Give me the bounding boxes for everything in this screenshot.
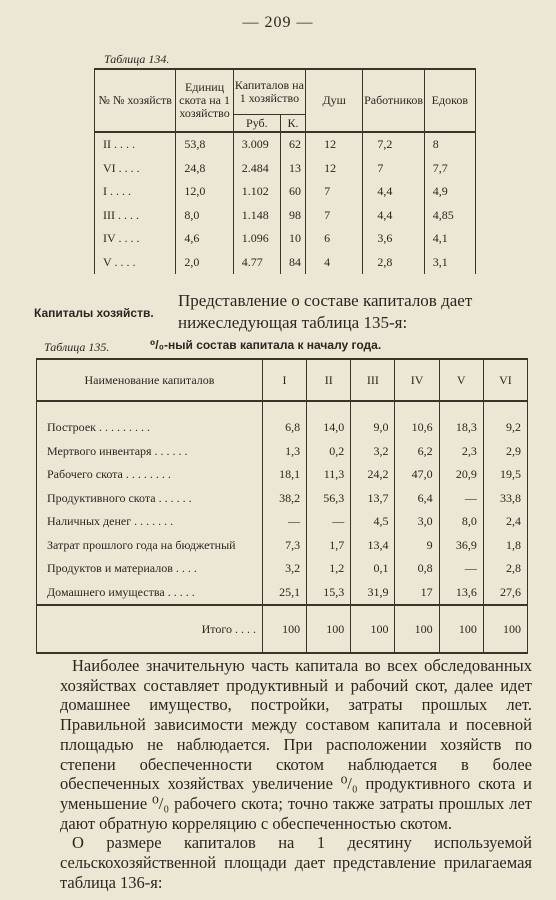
row-workers: 7 bbox=[363, 157, 424, 181]
row-value: 18,3 bbox=[439, 416, 483, 440]
row-farm: I . . . . bbox=[95, 180, 176, 204]
row-kop: 60 bbox=[280, 180, 305, 204]
row-eaters: 3,1 bbox=[424, 251, 475, 275]
row-value: 2,9 bbox=[483, 440, 527, 464]
spacer-cell bbox=[37, 401, 263, 416]
row-farm: V . . . . bbox=[95, 251, 176, 275]
table-134 bbox=[94, 68, 476, 274]
row-workers: 4,4 bbox=[363, 204, 424, 228]
row-livestock: 2,0 bbox=[176, 251, 233, 275]
table-row bbox=[95, 132, 476, 157]
row-value: 25,1 bbox=[262, 581, 306, 606]
table-row bbox=[37, 487, 528, 511]
table-row bbox=[95, 204, 476, 228]
row-rub: 1.148 bbox=[233, 204, 280, 228]
spacer-cell bbox=[439, 401, 483, 416]
row-souls: 12 bbox=[306, 157, 363, 181]
row-rub: 1.096 bbox=[233, 227, 280, 251]
header-workers: Работников bbox=[363, 69, 424, 132]
row-value: 6,2 bbox=[395, 440, 439, 464]
row-value: 3,2 bbox=[262, 557, 306, 581]
row-kop: 62 bbox=[280, 132, 305, 157]
header-souls: Душ bbox=[306, 69, 363, 132]
row-value: 18,1 bbox=[262, 463, 306, 487]
table-135 bbox=[36, 358, 528, 654]
row-value: 6,8 bbox=[262, 416, 306, 440]
row-value: 7,3 bbox=[262, 534, 306, 558]
row-value: 13,6 bbox=[439, 581, 483, 606]
table-row bbox=[95, 227, 476, 251]
row-rub: 2.484 bbox=[233, 157, 280, 181]
table-135-caption: Таблица 135. bbox=[44, 340, 110, 354]
header-farm-IV: IV bbox=[395, 359, 439, 401]
row-value: 19,5 bbox=[483, 463, 527, 487]
table-row bbox=[37, 581, 528, 606]
row-value: 8,0 bbox=[439, 510, 483, 534]
row-eaters: 4,9 bbox=[424, 180, 475, 204]
header-farm-VI: VI bbox=[483, 359, 527, 401]
row-livestock: 53,8 bbox=[176, 132, 233, 157]
row-kop: 84 bbox=[280, 251, 305, 275]
total-label: Итого . . . . bbox=[37, 605, 263, 653]
row-farm: III . . . . bbox=[95, 204, 176, 228]
row-workers: 7,2 bbox=[363, 132, 424, 157]
row-livestock: 12,0 bbox=[176, 180, 233, 204]
row-farm: II . . . . bbox=[95, 132, 176, 157]
page-number: — 209 — bbox=[242, 14, 314, 31]
paragraph-2: О размере капиталов на 1 десятину используемой сельскохозяйственной площади дает представление прилагаемая таблица 136-я: bbox=[60, 833, 532, 892]
row-value: 0,8 bbox=[395, 557, 439, 581]
table-row bbox=[37, 416, 528, 440]
row-eaters: 4,1 bbox=[424, 227, 475, 251]
row-value: 13,4 bbox=[351, 534, 395, 558]
table-row bbox=[95, 157, 476, 181]
row-value: — bbox=[439, 487, 483, 511]
row-value: 1,8 bbox=[483, 534, 527, 558]
row-rub: 4.77 bbox=[233, 251, 280, 275]
row-rub: 3.009 bbox=[233, 132, 280, 157]
table-134-caption: Таблица 134. bbox=[104, 52, 170, 66]
row-value: 33,8 bbox=[483, 487, 527, 511]
row-value: 2,8 bbox=[483, 557, 527, 581]
header-rub: Руб. bbox=[233, 115, 280, 133]
header-kop: К. bbox=[280, 115, 305, 133]
row-farm: VI . . . . bbox=[95, 157, 176, 181]
row-value: — bbox=[307, 510, 351, 534]
table-row bbox=[37, 440, 528, 464]
row-souls: 6 bbox=[306, 227, 363, 251]
row-livestock: 4,6 bbox=[176, 227, 233, 251]
row-value: 9,0 bbox=[351, 416, 395, 440]
row-value: 11,3 bbox=[307, 463, 351, 487]
table-row bbox=[37, 557, 528, 581]
header-farm: № № хозяйств bbox=[95, 69, 176, 132]
row-souls: 7 bbox=[306, 204, 363, 228]
row-value: 13,7 bbox=[351, 487, 395, 511]
table-row bbox=[95, 251, 476, 275]
spacer-cell bbox=[307, 401, 351, 416]
spacer-cell bbox=[351, 401, 395, 416]
row-value: 1,3 bbox=[262, 440, 306, 464]
total-value: 100 bbox=[395, 605, 439, 653]
row-value: 9 bbox=[395, 534, 439, 558]
total-value: 100 bbox=[262, 605, 306, 653]
row-value: 0,1 bbox=[351, 557, 395, 581]
spacer-cell bbox=[262, 401, 306, 416]
row-capital-name: Наличных денег . . . . . . . bbox=[37, 510, 263, 534]
row-souls: 12 bbox=[306, 132, 363, 157]
header-farm-I: I bbox=[262, 359, 306, 401]
row-value: 2,3 bbox=[439, 440, 483, 464]
row-value: 56,3 bbox=[307, 487, 351, 511]
row-capital-name: Затрат прошлого года на бюджетный bbox=[37, 534, 263, 558]
row-value: 6,4 bbox=[395, 487, 439, 511]
row-workers: 4,4 bbox=[363, 180, 424, 204]
row-value: 2,4 bbox=[483, 510, 527, 534]
header-eaters: Едоков bbox=[424, 69, 475, 132]
row-souls: 7 bbox=[306, 180, 363, 204]
header-farm-II: II bbox=[307, 359, 351, 401]
row-value: — bbox=[439, 557, 483, 581]
row-value: 27,6 bbox=[483, 581, 527, 606]
section-title: Капиталы хозяйств. bbox=[34, 306, 154, 320]
table-row bbox=[37, 534, 528, 558]
row-workers: 2,8 bbox=[363, 251, 424, 275]
total-value: 100 bbox=[439, 605, 483, 653]
row-value: 3,2 bbox=[351, 440, 395, 464]
spacer-cell bbox=[483, 401, 527, 416]
table-row bbox=[95, 180, 476, 204]
body-text bbox=[60, 656, 532, 892]
total-row bbox=[37, 605, 528, 653]
row-value: 47,0 bbox=[395, 463, 439, 487]
total-value: 100 bbox=[307, 605, 351, 653]
row-farm: IV . . . . bbox=[95, 227, 176, 251]
row-value: 3,0 bbox=[395, 510, 439, 534]
row-eaters: 8 bbox=[424, 132, 475, 157]
row-capital-name: Домашнего имущества . . . . . bbox=[37, 581, 263, 606]
row-capital-name: Построек . . . . . . . . . bbox=[37, 416, 263, 440]
row-kop: 13 bbox=[280, 157, 305, 181]
row-souls: 4 bbox=[306, 251, 363, 275]
row-value: 24,2 bbox=[351, 463, 395, 487]
row-value: 4,5 bbox=[351, 510, 395, 534]
row-value: 1,7 bbox=[307, 534, 351, 558]
row-value: 14,0 bbox=[307, 416, 351, 440]
row-value: 38,2 bbox=[262, 487, 306, 511]
row-value: 15,3 bbox=[307, 581, 351, 606]
header-farm-V: V bbox=[439, 359, 483, 401]
paragraph-1: Наиболее значительную часть капитала во всех обследованных хозяйствах составляет продуктивный и рабочий скот, далее идет домашнее имущество, постройки, затраты прошлых лет. Правильной зависимости между составом капитала и посевной площадью не наблюдается. При расположении хозяйств по степени обеспеченности скотом наблюдается в более обеспеченных хозяйствах увеличение ⁰/₀ продуктивного скота и уменьшение ⁰/₀ рабочего скота; точно также затраты прошлых лет дают обратную корреляцию с обеспеченностью скотом. bbox=[60, 656, 532, 833]
header-farm-III: III bbox=[351, 359, 395, 401]
row-eaters: 7,7 bbox=[424, 157, 475, 181]
header-livestock: Единиц скота на 1 хозяйство bbox=[176, 69, 233, 132]
row-kop: 10 bbox=[280, 227, 305, 251]
row-value: 36,9 bbox=[439, 534, 483, 558]
header-capital-name: Наименование капиталов bbox=[37, 359, 263, 401]
spacer-cell bbox=[395, 401, 439, 416]
row-rub: 1.102 bbox=[233, 180, 280, 204]
row-value: — bbox=[262, 510, 306, 534]
intro-text bbox=[178, 290, 538, 334]
row-livestock: 24,8 bbox=[176, 157, 233, 181]
header-capital: Капиталов на 1 хозяйство bbox=[233, 69, 305, 115]
row-value: 9,2 bbox=[483, 416, 527, 440]
table-135-title: ⁰/₀-ный состав капитала к началу года. bbox=[150, 338, 382, 352]
row-capital-name: Продуктивного скота . . . . . . bbox=[37, 487, 263, 511]
row-value: 0,2 bbox=[307, 440, 351, 464]
row-capital-name: Рабочего скота . . . . . . . . bbox=[37, 463, 263, 487]
row-value: 20,9 bbox=[439, 463, 483, 487]
intro-line-1: Представление о составе капиталов дает bbox=[178, 291, 473, 310]
table-row bbox=[37, 463, 528, 487]
spacer-row bbox=[37, 401, 528, 416]
intro-line-2: нижеследующая таблица 135-я: bbox=[178, 313, 408, 332]
row-value: 10,6 bbox=[395, 416, 439, 440]
row-livestock: 8,0 bbox=[176, 204, 233, 228]
row-kop: 98 bbox=[280, 204, 305, 228]
row-value: 17 bbox=[395, 581, 439, 606]
row-capital-name: Продуктов и материалов . . . . bbox=[37, 557, 263, 581]
total-value: 100 bbox=[351, 605, 395, 653]
total-value: 100 bbox=[483, 605, 527, 653]
row-value: 31,9 bbox=[351, 581, 395, 606]
row-capital-name: Мертвого инвентаря . . . . . . bbox=[37, 440, 263, 464]
row-workers: 3,6 bbox=[363, 227, 424, 251]
row-value: 1,2 bbox=[307, 557, 351, 581]
table-row bbox=[37, 510, 528, 534]
row-eaters: 4,85 bbox=[424, 204, 475, 228]
